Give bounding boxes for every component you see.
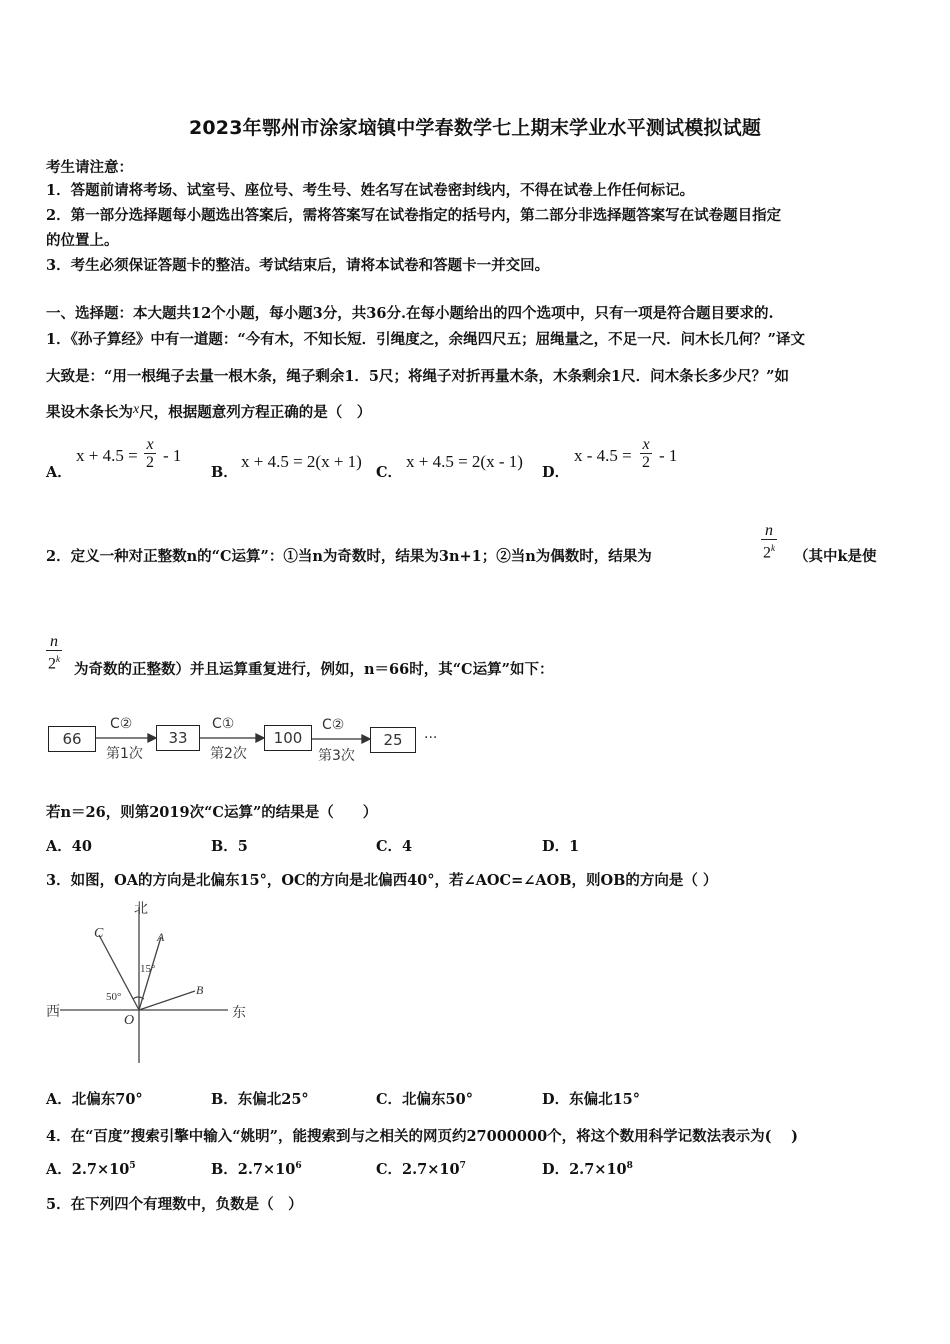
q4-option-c-label: C．2.7×10 — [376, 1161, 460, 1178]
flow-arrowhead-1 — [148, 734, 156, 742]
q4-option-b-exp: 6 — [295, 1161, 302, 1172]
q4-option-a[interactable] — [46, 1158, 136, 1179]
q1-line3a: 果设木条长为 — [46, 404, 133, 421]
flow-box-4: 25 — [370, 727, 416, 753]
flow-step-1: 第1次 — [106, 746, 143, 762]
q2-frac-1-num: n — [765, 522, 773, 539]
flow-box-1: 66 — [48, 726, 96, 752]
label-b: B — [196, 983, 204, 997]
q1-var: x — [133, 402, 140, 417]
flow-arrowhead-3 — [362, 735, 370, 743]
page-title: 2023年鄂州市涂家垴镇中学春数学七上期末学业水平测试模拟试题 — [188, 117, 762, 139]
notice-item-2: 2．第一部分选择题每小题选出答案后，需将答案写在试卷指定的括号内，第二部分非选择题答案写在试卷题目指定 — [46, 207, 782, 224]
q2-question: 若n＝26，则第2019次“C运算”的结果是（ ） — [46, 804, 378, 821]
flow-ellipsis: ··· — [424, 730, 438, 746]
q1-option-a-num: x — [146, 436, 154, 453]
q1-option-b-expr: x + 4.5 = 2(x + 1) — [241, 452, 362, 471]
q2-line2: 为奇数的正整数）并且运算重复进行，例如，n＝66时，其“C运算”如下： — [74, 661, 554, 678]
q1-option-a-rhs: - 1 — [163, 446, 182, 465]
q2-frac-1-exp: k — [771, 543, 775, 553]
q3-option-c[interactable]: C．北偏东50° — [376, 1091, 473, 1108]
q1-option-a-label: A． — [46, 464, 72, 481]
notice-item-2-cont: 的位置上。 — [46, 232, 119, 249]
q3-option-a[interactable]: A．北偏东70° — [46, 1091, 143, 1108]
q4-text: 4．在“百度”搜索引擎中输入“姚明”，能搜索到与之相关的网页约27000000个，将这个数用科学记数法表示为( ) — [46, 1128, 798, 1145]
label-north: 北 — [134, 901, 148, 917]
q2-option-c[interactable]: C．4 — [376, 838, 413, 855]
notice-heading: 考生请注意： — [46, 159, 133, 176]
label-west: 西 — [46, 1004, 60, 1020]
q1-option-d-label: D． — [542, 464, 570, 481]
q4-option-d-label: D．2.7×10 — [542, 1161, 627, 1178]
q4-option-c-exp: 7 — [459, 1161, 466, 1172]
section-heading: 一、选择题：本大题共12个小题，每小题3分，共36分.在每小题给出的四个选项中，只有一项是符合题目要求的. — [46, 305, 774, 322]
q2-option-a[interactable]: A．40 — [46, 838, 92, 855]
flow-op-2: C① — [212, 716, 235, 732]
q4-option-c[interactable] — [376, 1158, 466, 1179]
q1-option-d-rhs: - 1 — [659, 446, 678, 465]
label-o: O — [124, 1013, 135, 1028]
q1-option-d-num: x — [642, 436, 650, 453]
q2-line1: 2．定义一种对正整数n的“C运算”：①当n为奇数时，结果为3n+1；②当n为偶数时，结果为 — [46, 548, 652, 565]
q2-option-d[interactable]: D．1 — [542, 838, 580, 855]
q4-option-a-exp: 5 — [129, 1161, 136, 1172]
q4-option-b[interactable] — [211, 1158, 302, 1179]
q1-option-d-den: 2 — [642, 454, 650, 471]
q1-option-c-label: C． — [376, 464, 403, 481]
q4-option-b-label: B．2.7×10 — [211, 1161, 296, 1178]
flow-box-2: 33 — [156, 725, 200, 751]
flow-box-3: 100 — [264, 725, 312, 751]
q3-option-d[interactable]: D．东偏北15° — [542, 1091, 641, 1108]
q2-frac-2-exp: k — [56, 654, 60, 664]
q2-frac-2-den: 2 — [48, 655, 56, 673]
q2-line1-end: （其中k是使 — [794, 548, 877, 565]
q3-direction-figure — [40, 895, 260, 1070]
q3-text: 3．如图，OA的方向是北偏东15°，OC的方向是北偏西40°，若∠AOC=∠AOB，则OB的方向是（ ） — [46, 872, 718, 889]
q1-option-a-lhs: x + 4.5 = — [76, 446, 138, 465]
flow-op-1: C② — [110, 716, 133, 732]
label-a: A — [157, 930, 165, 944]
notice-item-3: 3．考生必须保证答题卡的整洁。考试结束后，请将本试卷和答题卡一并交回。 — [46, 257, 550, 274]
q1-line3b: 尺，根据题意列方程正确的是（ ） — [139, 404, 372, 421]
label-angle-50: 50° — [106, 991, 122, 1003]
q3-option-b[interactable]: B．东偏北25° — [211, 1091, 309, 1108]
q5-text: 5．在下列四个有理数中，负数是（ ） — [46, 1196, 303, 1213]
q1-option-a-den: 2 — [146, 454, 154, 471]
q2-option-b[interactable]: B．5 — [211, 838, 248, 855]
q1-option-d-lhs: x - 4.5 = — [574, 446, 632, 465]
flow-op-3: C② — [322, 717, 345, 733]
q1-option-b-label: B． — [211, 464, 238, 481]
q1-line1: 1．《孙子算经》中有一道题：“今有木，不知长短．引绳度之，余绳四尺五；屈绳量之，不足一尺．问木长几何？”译文 — [46, 331, 806, 348]
q4-option-d-exp: 8 — [626, 1161, 633, 1172]
q2-frac-1-den: 2 — [763, 544, 771, 562]
q4-option-a-label: A．2.7×10 — [46, 1161, 130, 1178]
label-east: 东 — [232, 1005, 246, 1021]
q4-option-d[interactable] — [542, 1158, 633, 1179]
label-c: C — [94, 926, 104, 941]
label-angle-15: 15° — [140, 963, 156, 975]
flow-step-3: 第3次 — [318, 748, 355, 764]
q1-option-c-expr: x + 4.5 = 2(x - 1) — [406, 452, 523, 471]
flow-step-2: 第2次 — [210, 746, 247, 762]
q1-line2: 大致是：“用一根绳子去量一根木条，绳子剩余1．5尺；将绳子对折再量木条，木条剩余1尺．问木条长多少尺？”如 — [46, 368, 789, 385]
q2-frac-2-num: n — [50, 633, 58, 650]
notice-item-1: 1．答题前请将考场、试室号、座位号、考生号、姓名写在试卷密封线内，不得在试卷上作任何标记。 — [46, 182, 695, 199]
ray-ob — [139, 991, 195, 1010]
flow-arrowhead-2 — [256, 734, 264, 742]
